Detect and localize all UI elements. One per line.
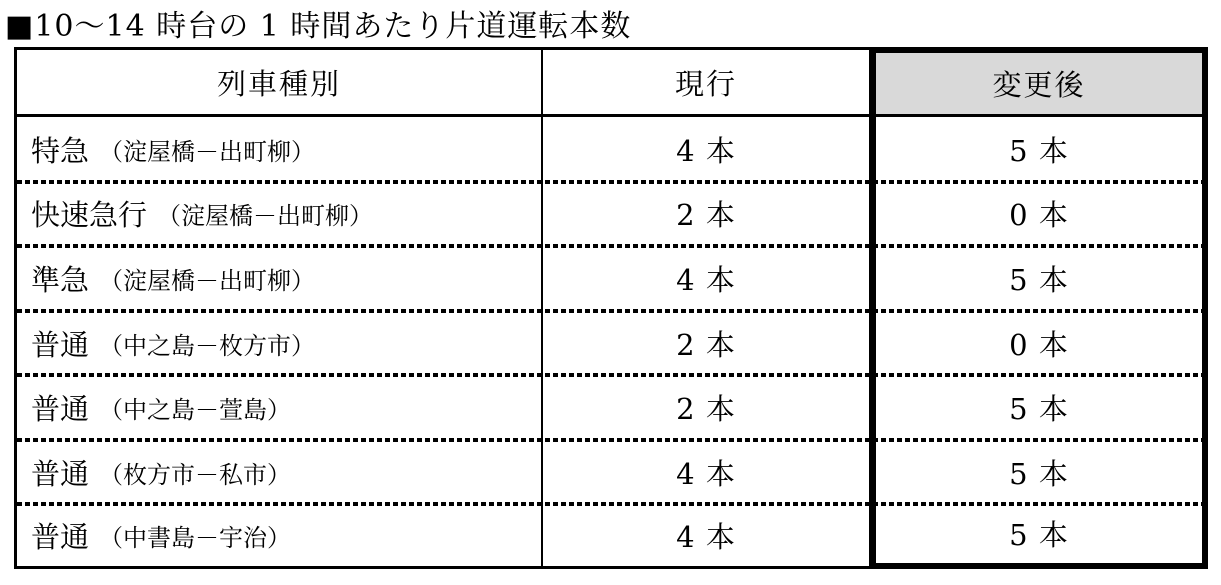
table-row	[17, 311, 1208, 376]
train-type: 準急	[31, 262, 90, 297]
header-train-type: 列車種別	[17, 47, 543, 117]
table-header-row	[17, 47, 1208, 117]
train-route: （淀屋橋－出町柳）	[157, 202, 374, 231]
train-type-cell	[17, 117, 543, 182]
after-count: 5 本	[869, 375, 1208, 440]
current-count: 2 本	[676, 392, 736, 427]
train-route: （中書島－宇治）	[99, 523, 292, 552]
train-type: 特急	[31, 133, 90, 168]
current-count: 4 本	[676, 262, 736, 297]
table-row	[17, 375, 1208, 440]
train-type: 普通	[31, 327, 90, 362]
train-type-cell	[17, 440, 543, 505]
current-count: 4 本	[543, 504, 869, 569]
header-after-change: 変更後	[869, 47, 1208, 117]
table-row	[17, 440, 1208, 505]
train-type: 普通	[31, 456, 90, 491]
after-count: 0 本	[869, 311, 1208, 376]
after-count: 5 本	[869, 504, 1208, 569]
train-route: （淀屋橋－出町柳）	[99, 266, 316, 295]
train-route: （淀屋橋－出町柳）	[99, 137, 316, 166]
frequency-table	[14, 47, 1208, 569]
train-type: 快速急行	[31, 198, 148, 233]
after-count: 5 本	[869, 440, 1208, 505]
table-row	[17, 504, 1208, 569]
train-route: （枚方市－私市）	[99, 460, 292, 489]
train-type-cell	[17, 375, 543, 440]
header-current: 現行	[543, 47, 869, 117]
after-count: 5 本	[869, 117, 1208, 182]
train-type: 普通	[31, 519, 90, 554]
train-type-cell	[17, 311, 543, 376]
current-count: 4 本	[676, 456, 736, 491]
after-count: 0 本	[869, 182, 1208, 247]
current-count: 2 本	[676, 198, 736, 233]
train-type-cell	[17, 246, 543, 311]
train-type-cell	[17, 504, 543, 569]
current-count: 4 本	[676, 133, 736, 168]
current-count: 2 本	[676, 327, 736, 362]
train-route: （中之島－枚方市）	[99, 331, 316, 360]
table-row	[17, 182, 1208, 247]
table-row	[17, 117, 1208, 182]
train-route: （中之島－萱島）	[99, 396, 292, 425]
page-title: ■10～14 時台の 1 時間あたり片道運転本数	[5, 9, 632, 44]
after-count: 5 本	[869, 246, 1208, 311]
table-row	[17, 246, 1208, 311]
train-type: 普通	[31, 392, 90, 427]
train-type-cell	[17, 182, 543, 247]
